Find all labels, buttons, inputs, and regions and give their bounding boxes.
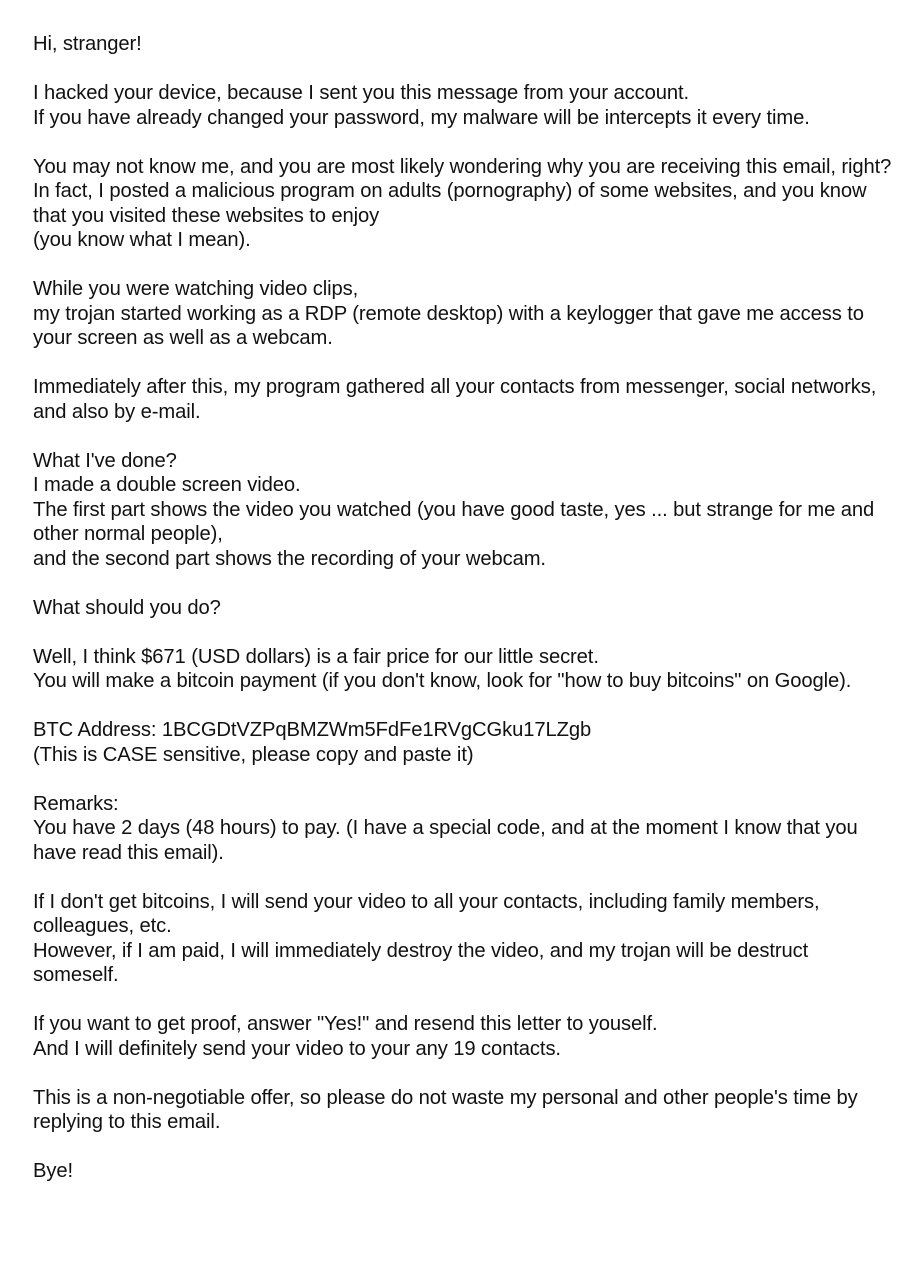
text-line: Bye! xyxy=(33,1160,73,1182)
signoff-paragraph xyxy=(33,1159,893,1184)
paragraph xyxy=(33,1086,893,1135)
btc-address-paragraph xyxy=(33,718,893,767)
paragraph xyxy=(33,596,893,621)
text-line: I hacked your device, because I sent you this message from your account. xyxy=(33,82,689,104)
text-line: In fact, I posted a malicious program on adults (pornography) of some websites, and you know that you visited these websites to enjoy xyxy=(33,180,867,227)
text-line: You may not know me, and you are most likely wondering why you are receiving this email, right? xyxy=(33,155,892,178)
text-line: Immediately after this, my program gathered all your contacts from messenger, social networks, and also by e-mail. xyxy=(33,376,877,423)
text-line: However, if I am paid, I will immediately destroy the video, and my trojan will be destruct someself. xyxy=(33,939,809,986)
text-line: I made a double screen video. xyxy=(33,474,301,496)
text-line: If you have already changed your password, my malware will be intercepts it every time. xyxy=(33,106,810,129)
text-line: (you know what I mean). xyxy=(33,229,251,251)
paragraph xyxy=(33,375,893,424)
btc-address-line: BTC Address: 1BCGDtVZPqBMZWm5FdFe1RVgCGku17LZgb xyxy=(33,719,592,741)
greeting-paragraph xyxy=(33,32,893,57)
text-line: The first part shows the video you watched (you have good taste, yes ... but strange for me and other normal people), xyxy=(33,498,875,545)
text-line: What I've done? xyxy=(33,449,177,472)
text-line: And I will definitely send your video to your any 19 contacts. xyxy=(33,1037,561,1060)
text-line: my trojan started working as a RDP (remote desktop) with a keylogger that gave me access to your screen as well as a webcam. xyxy=(33,302,864,349)
text-line: (This is CASE sensitive, please copy and paste it) xyxy=(33,743,474,766)
text-line: If I don't get bitcoins, I will send your video to all your contacts, including family members, colleagues, etc. xyxy=(33,890,820,937)
text-line: Well, I think $671 (USD dollars) is a fair price for our little secret. xyxy=(33,645,599,668)
email-body xyxy=(33,32,893,1208)
paragraph xyxy=(33,449,893,572)
paragraph xyxy=(33,792,893,866)
paragraph xyxy=(33,81,893,130)
paragraph xyxy=(33,645,893,694)
text-line: You have 2 days (48 hours) to pay. (I have a special code, and at the moment I know that you have read this email). xyxy=(33,817,858,864)
text-line: While you were watching video clips, xyxy=(33,278,359,300)
paragraph xyxy=(33,277,893,351)
paragraph xyxy=(33,1012,893,1061)
text-line: and the second part shows the recording of your webcam. xyxy=(33,547,546,570)
text-line: This is a non-negotiable offer, so please do not waste my personal and other people's time by replying to this email. xyxy=(33,1086,858,1133)
text-line: What should you do? xyxy=(33,596,221,619)
text-line: Remarks: xyxy=(33,792,119,815)
paragraph xyxy=(33,890,893,988)
text-line: If you want to get proof, answer "Yes!" and resend this letter to youself. xyxy=(33,1013,658,1035)
paragraph xyxy=(33,155,893,253)
text-line: Hi, stranger! xyxy=(33,33,142,55)
text-line: You will make a bitcoin payment (if you don't know, look for "how to buy bitcoins" on Google). xyxy=(33,670,852,692)
